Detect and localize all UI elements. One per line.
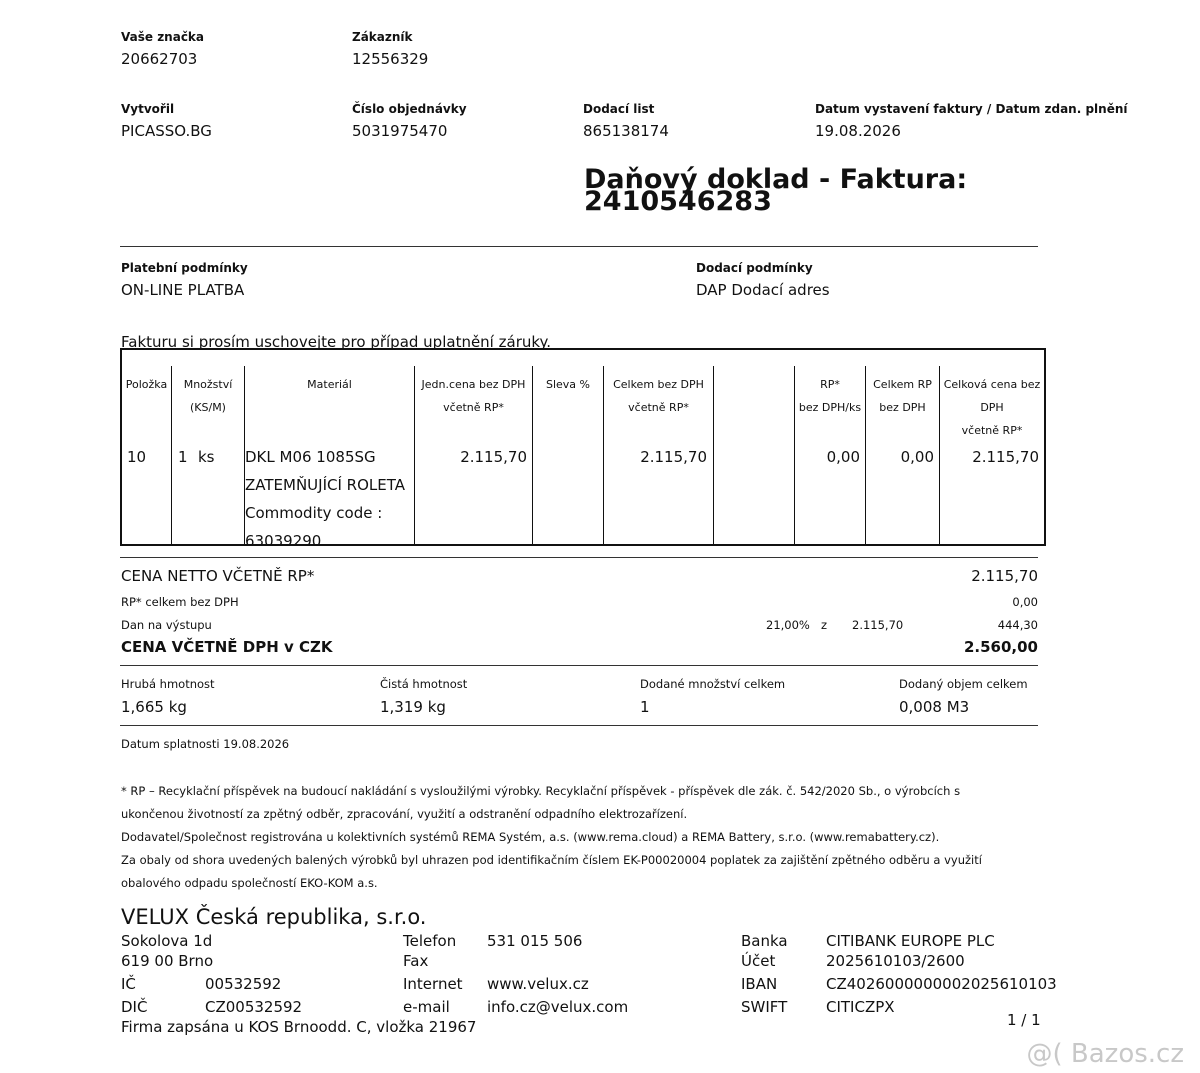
swift-label: SWIFT (741, 998, 788, 1016)
row-celkem: 2.115,70 (640, 448, 707, 466)
dodany-objem-label: Dodaný objem celkem (899, 677, 1028, 691)
vytvoril-label: Vytvořil (121, 102, 175, 116)
table-header-celkem-rp: Celkem RP bez DPH (873, 378, 932, 414)
table-header-rp: RP* bez DPH/ks (798, 378, 862, 414)
document-title: Daňový doklad - Faktura: (584, 164, 968, 195)
dic-value: CZ00532592 (205, 998, 303, 1016)
dan-z: z (821, 618, 828, 632)
netto-label: CENA NETTO VČETNĚ RP* (121, 567, 315, 585)
dodaci-podminky-label: Dodací podmínky (696, 261, 813, 275)
footnotes: * RP – Recyklační příspěvek na budoucí nakládání s vysloužilými výrobky. Recyklační příspěvek - příspěvek dle zák. č. 542/2020 Sb., o výrobcích s ukončenou životností za zpětný odběr, zpracování, využití a odstranění odpadního elektrozařízení. Dodavatel/Společnost registrována u kolektivních systémů REMA Systém, a.s. (www.rema.cloud) a REMA Battery, s.r.o. (www.remabattery.cz). Za obaly od shora uvedených balených výrobků byl uhrazen pod identifikačním číslem EK-P00020004 poplatek za zajištění zpětného odběru a využití obalového odpadu společností EKO-KOM a.s. (121, 784, 982, 890)
row-jednotka: ks (198, 448, 215, 466)
rp-celkem-value: 0,00 (1012, 595, 1038, 609)
dan-base: 2.115,70 (852, 618, 904, 632)
divider (120, 665, 1038, 666)
swift-value: CITICZPX (826, 998, 895, 1016)
cista-hmotnost-value: 1,319 kg (380, 698, 446, 716)
dan-label: Dan na výstupu (121, 618, 212, 632)
datum-vystaveni-value: 19.08.2026 (815, 122, 901, 140)
dodaci-podminky-value: DAP Dodací adres (696, 281, 830, 299)
datum-vystaveni-label: Datum vystavení faktury / Datum zdan. plnění (815, 102, 1128, 116)
dodaci-list-value: 865138174 (583, 122, 669, 140)
row-celkova-cena: 2.115,70 (972, 448, 1039, 466)
row-material: DKL M06 1085SG ZATEMŇUJÍCÍ ROLETA Commodity code : 63039290 (245, 448, 405, 550)
company-street: Sokolova 1d (121, 932, 213, 950)
iban-label: IBAN (741, 975, 778, 993)
table-header-celkem-bez-dph: Celkem bez DPH včetně RP* (613, 378, 704, 414)
table-header-material: Materiál (307, 378, 352, 391)
dic-label: DIČ (121, 998, 148, 1016)
dan-rate: 21,00% (766, 618, 810, 632)
internet-value: www.velux.cz (487, 975, 589, 993)
email-label: e-mail (403, 998, 450, 1016)
total-label: CENA VČETNĚ DPH v CZK (121, 638, 333, 656)
platebni-podminky-value: ON-LINE PLATBA (121, 281, 245, 299)
watermark: @( Bazos.cz (1026, 1039, 1184, 1069)
platebni-podminky-label: Platební podmínky (121, 261, 248, 275)
cista-hmotnost-label: Čistá hmotnost (380, 677, 468, 691)
divider (120, 246, 1038, 247)
table-column-divider (713, 366, 714, 546)
dan-value: 444,30 (997, 618, 1038, 632)
divider (120, 725, 1038, 726)
warranty-note: Fakturu si prosím uschovejte pro případ uplatnění záruky. (121, 333, 552, 351)
table-header-celkova-cena: Celková cena bez DPH včetně RP* (943, 378, 1041, 437)
rp-celkem-label: RP* celkem bez DPH (121, 595, 239, 609)
cislo-objednavky-label: Číslo objednávky (352, 102, 467, 116)
zakaznik-label: Zákazník (352, 30, 413, 44)
invoice-number: 2410546283 (584, 186, 772, 217)
row-polozka: 10 (127, 448, 147, 466)
netto-value: 2.115,70 (971, 567, 1038, 585)
dodane-mnozstvi-label: Dodané množství celkem (640, 677, 786, 691)
email-value: info.cz@velux.com (487, 998, 629, 1016)
iban-value: CZ4026000000002025610103 (826, 975, 1057, 993)
banka-label: Banka (741, 932, 788, 950)
table-header-polozka: Položka (125, 378, 168, 391)
zakaznik-value: 12556329 (352, 50, 429, 68)
telefon-value: 531 015 506 (487, 932, 583, 950)
ucet-label: Účet (741, 952, 776, 970)
telefon-label: Telefon (403, 932, 457, 950)
dodaci-list-label: Dodací list (583, 102, 655, 116)
vase-znacka-value: 20662703 (121, 50, 198, 68)
row-rp: 0,00 (826, 448, 860, 466)
dodany-objem-value: 0,008 M3 (899, 698, 970, 716)
table-header-jedn-cena: Jedn.cena bez DPH včetně RP* (421, 378, 526, 414)
row-celkem-rp: 0,00 (900, 448, 934, 466)
ucet-value: 2025610103/2600 (826, 952, 965, 970)
table-header-mnozstvi: Množství (KS/M) (183, 378, 233, 414)
datum-splatnosti: Datum splatnosti 19.08.2026 (121, 737, 290, 751)
ic-label: IČ (121, 975, 136, 993)
hruba-hmotnost-value: 1,665 kg (121, 698, 187, 716)
cislo-objednavky-value: 5031975470 (352, 122, 448, 140)
dodane-mnozstvi-value: 1 (640, 698, 650, 716)
table-header-sleva: Sleva % (545, 378, 590, 391)
row-mnozstvi: 1 (178, 448, 188, 466)
row-jedn-cena: 2.115,70 (460, 448, 527, 466)
company-name: VELUX Česká republika, s.r.o. (121, 905, 427, 929)
total-value: 2.560,00 (963, 638, 1038, 656)
banka-value: CITIBANK EUROPE PLC (826, 932, 995, 950)
page-number: 1 / 1 (1007, 1011, 1041, 1029)
ic-value: 00532592 (205, 975, 282, 993)
divider (120, 557, 1038, 558)
company-register: Firma zapsána u KOS Brnoodd. C, vložka 21967 (121, 1018, 477, 1036)
vase-znacka-label: Vaše značka (121, 30, 205, 44)
vytvoril-value: PICASSO.BG (121, 122, 212, 140)
hruba-hmotnost-label: Hrubá hmotnost (121, 677, 215, 691)
company-city: 619 00 Brno (121, 952, 214, 970)
fax-label: Fax (403, 952, 429, 970)
internet-label: Internet (403, 975, 463, 993)
